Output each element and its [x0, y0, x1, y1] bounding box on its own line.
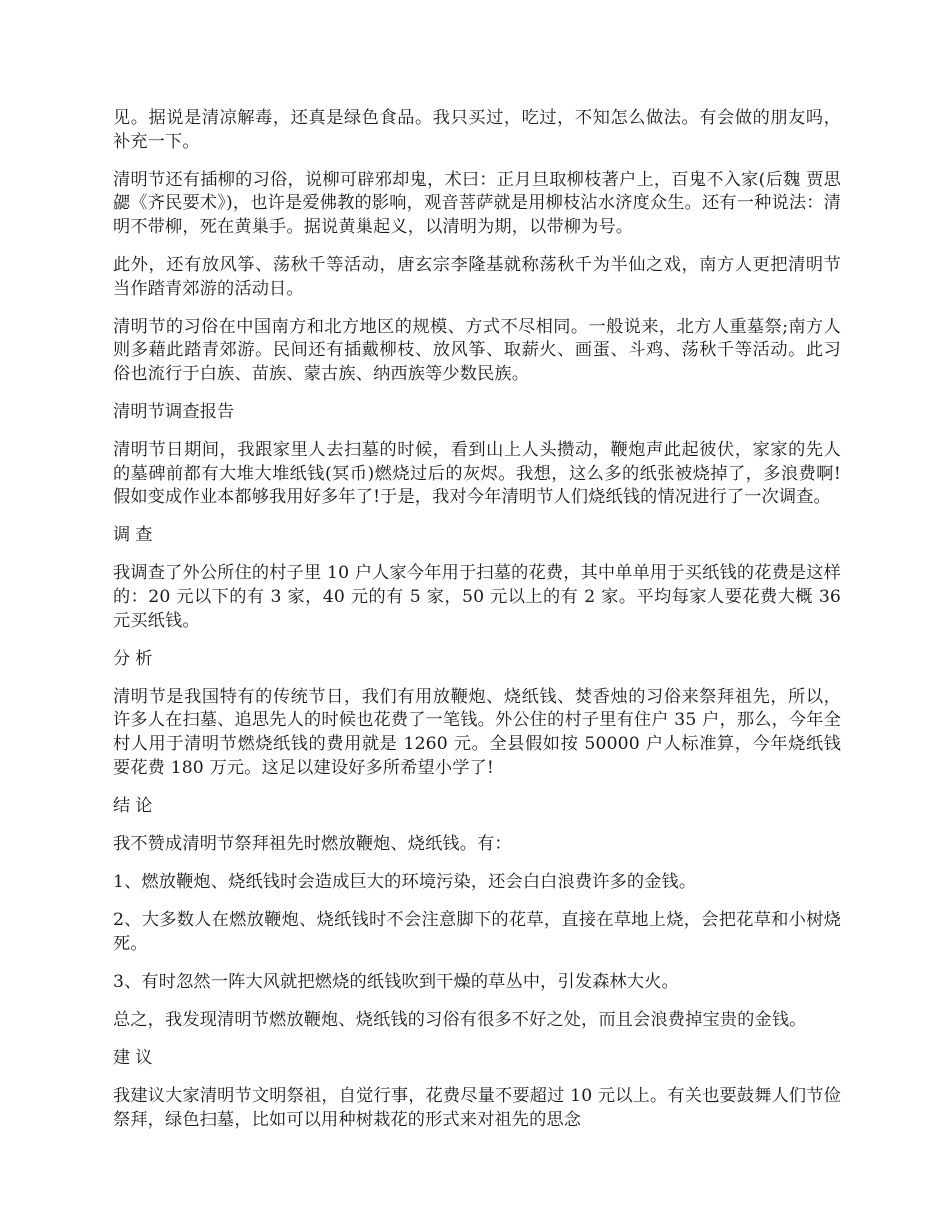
paragraph-willow-custom: 清明节还有插柳的习俗，说柳可辟邪却鬼，术曰：正月旦取柳枝著户上，百鬼不入家(后魏 贾思勰《齐民要术》)，也许是爱佛教的影响，观音菩萨就是用柳枝沾水济度众生。还有一种说法：清明不带柳，死在黄巢手。据说黄巢起义，以清明为期，以带柳为号。: [113, 169, 841, 237]
section-title-report: 清明节调查报告: [113, 401, 235, 422]
heading-analysis: 分析: [113, 648, 158, 669]
heading-conclusion: 结论: [113, 795, 158, 816]
heading-suggestion: 建议: [113, 1047, 158, 1068]
list-item-1: 1、燃放鞭炮、烧纸钱时会造成巨大的环境污染，还会白白浪费许多的金钱。: [113, 871, 697, 892]
paragraph-north-south: 清明节的习俗在中国南方和北方地区的规模、方式不尽相同。一般说来，北方人重墓祭;南方人则多藉此踏青郊游。民间还有插戴柳枝、放风筝、取薪火、画蛋、斗鸡、荡秋千等活动。此习俗也流行于白族、苗族、蒙古族、纳西族等少数民族。: [113, 316, 841, 384]
list-item-3: 3、有时忽然一阵大风就把燃烧的纸钱吹到干燥的草丛中，引发森林大火。: [113, 971, 679, 992]
paragraph-conclusion-lead: 我不赞成清明节祭拜祖先时燃放鞭炮、烧纸钱。有：: [113, 833, 512, 854]
paragraph-qingliang: 见。据说是清凉解毒，还真是绿色食品。我只买过，吃过，不知怎么做法。有会做的朋友吗，补充一下。: [113, 108, 841, 152]
document-page: [113, 107, 841, 1147]
heading-survey: 调查: [113, 525, 158, 546]
paragraph-intro: 清明节日期间，我跟家里人去扫墓的时候，看到山上人头攒动，鞭炮声此起彼伏，家家的先人的墓碑前都有大堆大堆纸钱(冥币)燃烧过后的灰烬。我想，这么多的纸张被烧掉了，多浪费啊!假如变成作业本都够我用好多年了!于是，我对今年清明节人们烧纸钱的情况进行了一次调查。: [113, 440, 841, 508]
paragraph-analysis: 清明节是我国特有的传统节日，我们有用放鞭炮、烧纸钱、焚香烛的习俗来祭拜祖先，所以，许多人在扫墓、追思先人的时候也花费了一笔钱。外公住的村子里有住户 35 户，那么，今年全村人用于清明节燃烧纸钱的费用就是 1260 元。全县假如按 50000 户人标准算，今年烧纸钱要花费 180 万元。这足以建设好多所希望小学了!: [113, 686, 841, 778]
paragraph-kites-swings: 此外，还有放风筝、荡秋千等活动，唐玄宗李隆基就称荡秋千为半仙之戏，南方人更把清明节当作踏青郊游的活动日。: [113, 254, 841, 299]
paragraph-suggestion: 我建议大家清明节文明祭祖，自觉行事，花费尽量不要超过 10 元以上。有关也要鼓舞人们节俭祭拜，绿色扫墓，比如可以用种树栽花的形式来对祖先的思念: [113, 1085, 841, 1130]
paragraph-summary: 总之，我发现清明节燃放鞭炮、烧纸钱的习俗有很多不好之处，而且会浪费掉宝贵的金钱。: [113, 1009, 807, 1030]
paragraph-survey: 我调查了外公所住的村子里 10 户人家今年用于扫墓的花费，其中单单用于买纸钱的花费是这样的：20 元以下的有 3 家，40 元的有 5 家，50 元以上的有 2 家。平均每家人要花费大概 36 元买纸钱。: [113, 563, 841, 631]
list-item-2: 2、大多数人在燃放鞭炮、烧纸钱时不会注意脚下的花草，直接在草地上烧，会把花草和小树烧死。: [113, 909, 841, 954]
